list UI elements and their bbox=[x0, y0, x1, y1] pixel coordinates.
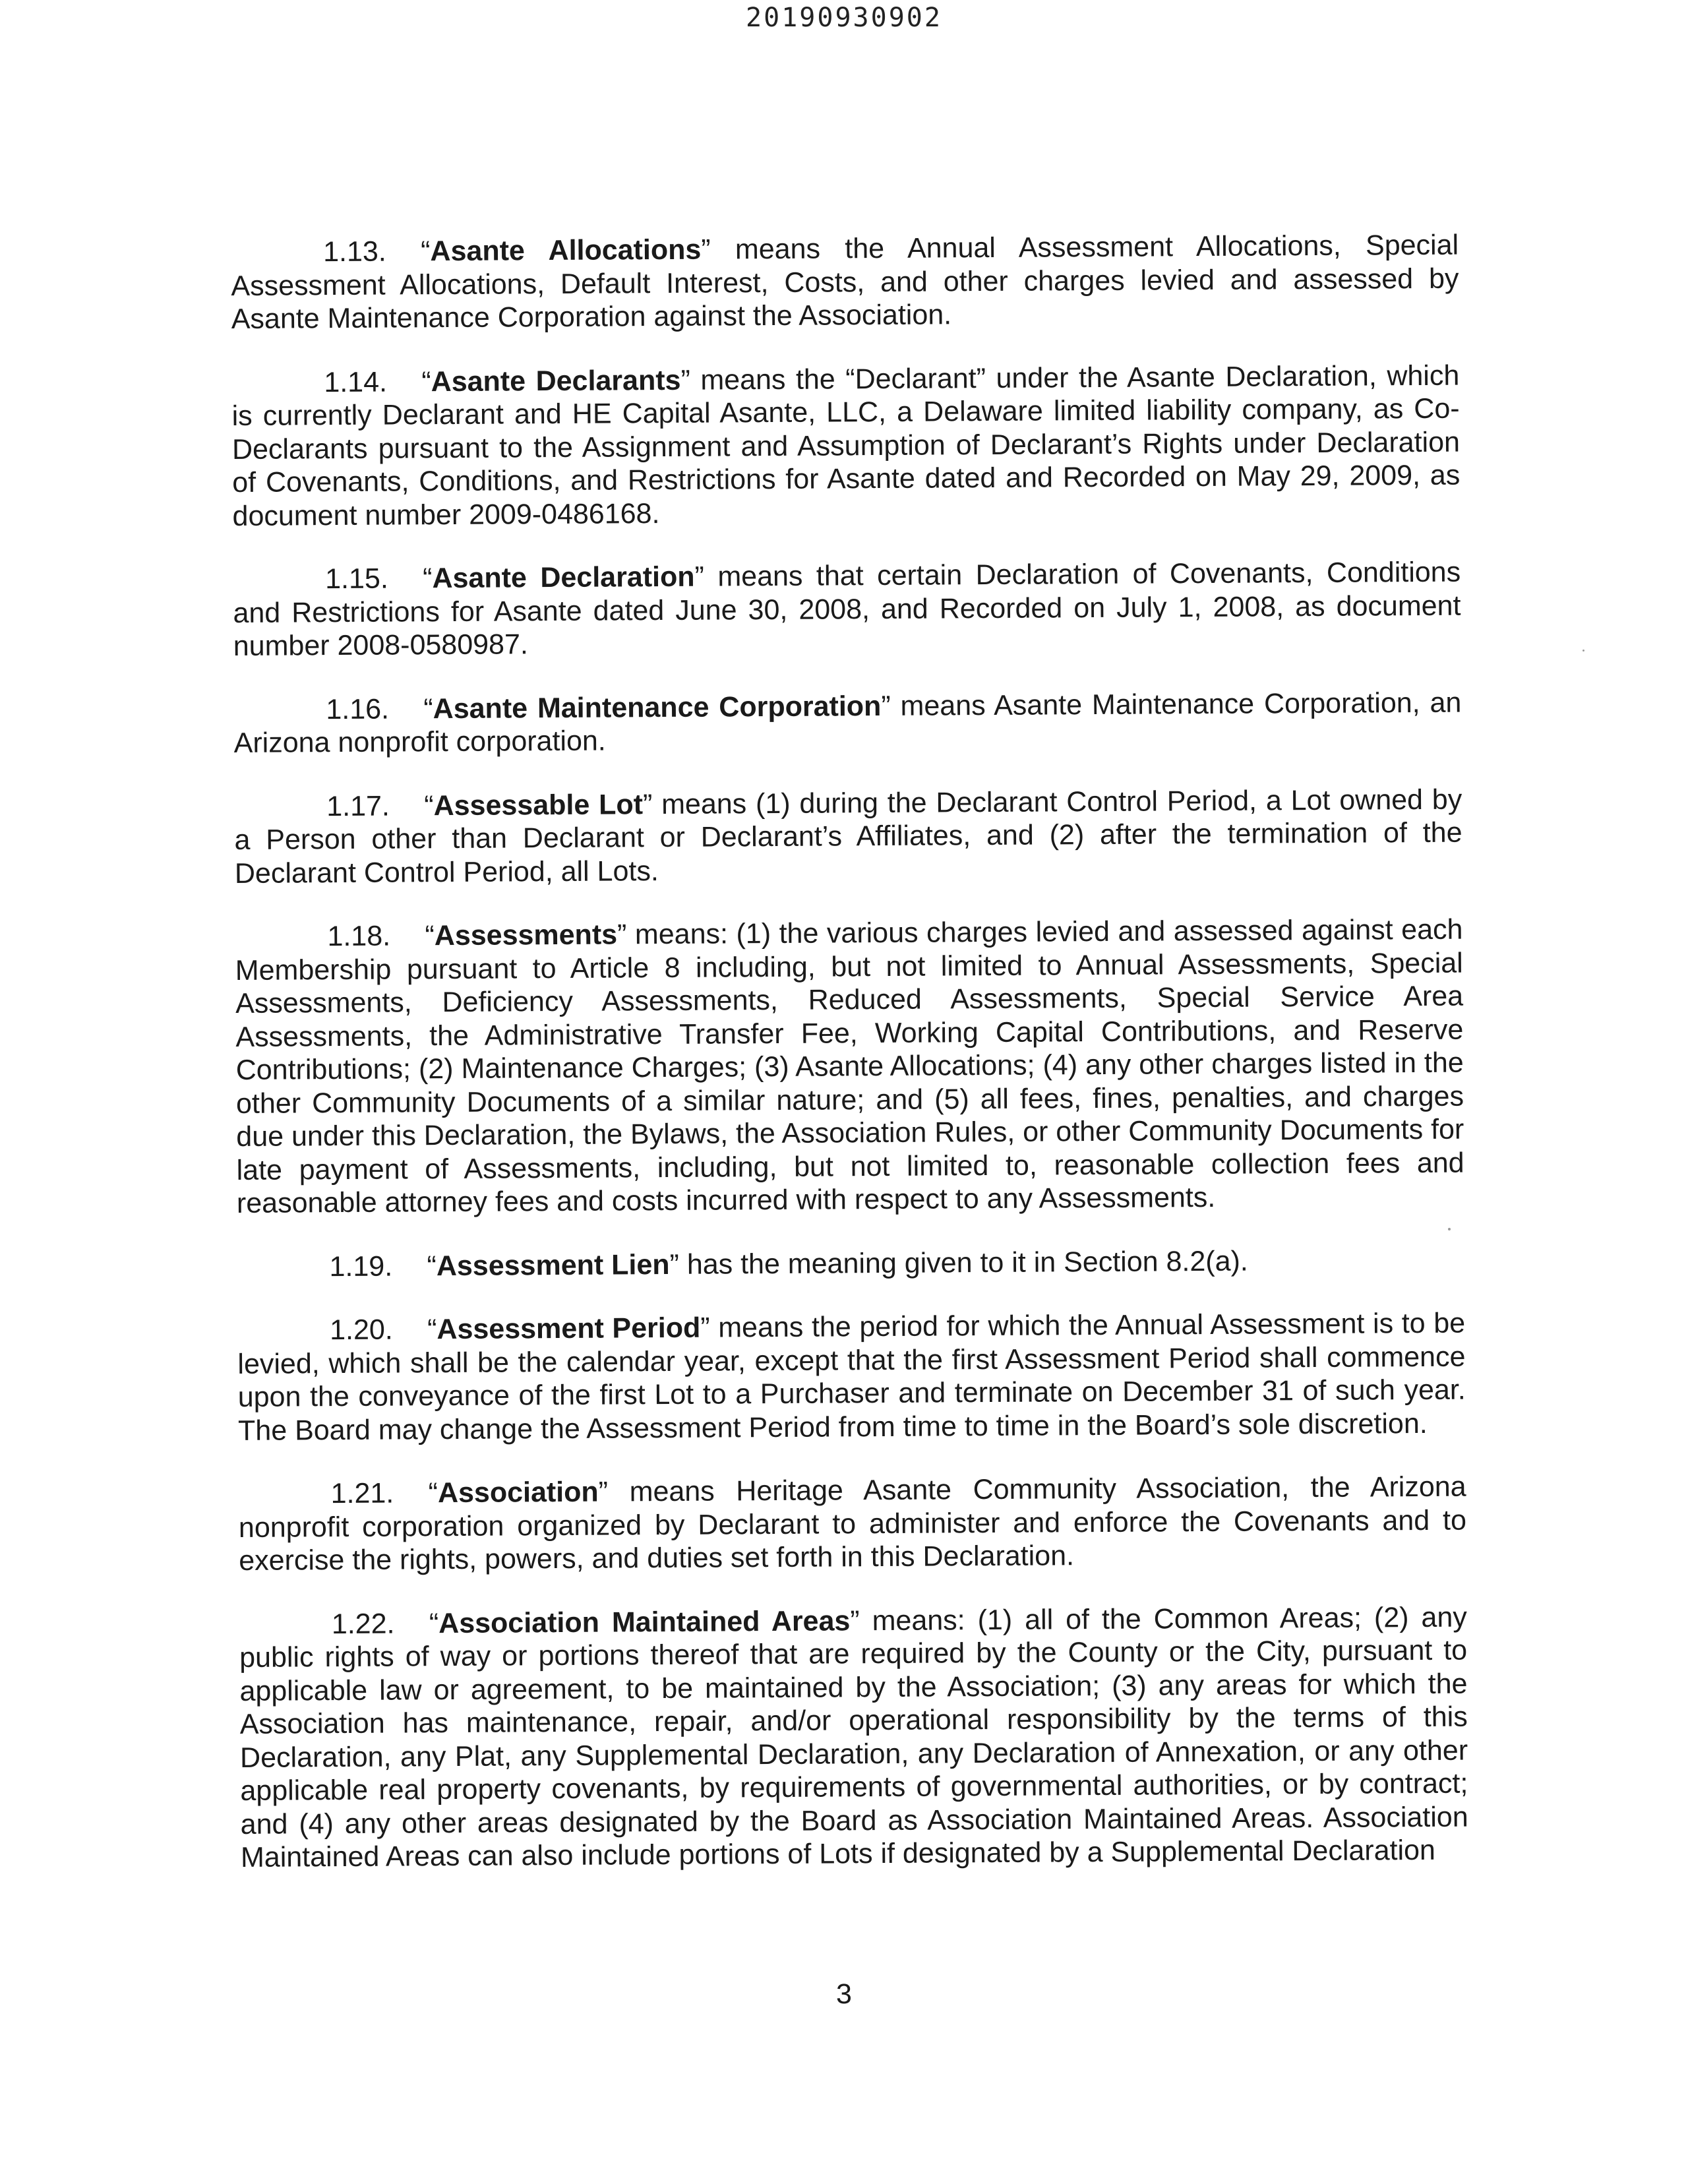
section-number: 1.21. bbox=[330, 1477, 394, 1510]
defined-term: Asante Declaration bbox=[432, 561, 695, 595]
section-number: 1.19. bbox=[329, 1250, 393, 1283]
defined-term: Asante Maintenance Corporation bbox=[433, 690, 882, 725]
definition-text: means the period for which the Annual Assessment is to be levied, which shall be the calendar year, except that the first Assessment Period shall commence upon the conveyance of the first Lot to a Purchaser and terminate on December 31 of such year. The Board may change the Assessment Period from time to time in the Board’s sole discretion. bbox=[237, 1307, 1466, 1447]
page-number: 3 bbox=[836, 1978, 852, 2010]
defined-term: Assessments bbox=[434, 919, 618, 952]
definition-text: has the meaning given to it in Section 8.2(a). bbox=[686, 1245, 1248, 1281]
defined-term: Association Maintained Areas bbox=[438, 1604, 851, 1639]
section-number: 1.20. bbox=[329, 1314, 393, 1347]
section-number: 1.22. bbox=[331, 1608, 395, 1640]
defined-term: Assessment Period bbox=[437, 1312, 701, 1346]
definition-text: means the “Declarant” under the Asante Declaration, which is currently Declarant and HE Capital Asante, LLC, a Delaware limited liability company, as Co-Declarants pursuant to the Assignment and Assumption of Declarant’s Rights under Declaration of Covenants, Conditions, and Restrictions for Asante dated and Recorded on May 29, 2009, as document number 2009-0486168. bbox=[231, 359, 1461, 532]
defined-term: Assessable Lot bbox=[433, 788, 644, 822]
section-number: 1.13. bbox=[323, 235, 386, 268]
definition-1-14: 1.14. “Asante Declarants” means the “Declarant” under the Asante Declaration, which is currently Declarant and HE Capital Asante, LLC, a Delaware limited liability company, as Co-Declarants pursuant to the Assignment and Assumption of Declarant’s Rights under Declaration of Covenants, Conditions, and Restrictions for Asante dated and Recorded on May 29, 2009, as document number 2009-0486168. bbox=[231, 359, 1461, 532]
definition-text: means Asante Maintenance Corporation, an Arizona nonprofit corporation. bbox=[233, 686, 1462, 759]
section-number: 1.18. bbox=[327, 920, 391, 953]
definition-1-18: 1.18. “Assessments” means: (1) the various charges levied and assessed against each Membership pursuant to Article 8 including, but not limited to Annual Assessments, Special Assessments, Deficiency Assessments, Reduced Assessments, Special Service Area Assessments, the Administrative Transfer Fee, Working Capital Contributions, and Reserve Contributions; (2) Maintenance Charges; (3) Asante Allocations; (4) any other charges listed in the other Community Documents of a similar nature; and (5) all fees, fines, penalties, and charges due under this Declaration, the Bylaws, the Association Rules, or other Community Documents for late payment of Assessments, including, but not limited to, reasonable collection fees and reasonable attorney fees and costs incurred with respect to any Assessments. bbox=[235, 913, 1464, 1219]
definition-1-13: 1.13. “Asante Allocations” means the Annual Assessment Allocations, Special Assessment Allocations, Default Interest, Costs, and other charges levied and assessed by Asante Maintenance Corporation against the Association. bbox=[231, 229, 1459, 335]
definition-1-17: 1.17. “Assessable Lot” means (1) during the Declarant Control Period, a Lot owned by a Person other than Declarant or Declarant’s Affiliates, and (2) after the termination of the Declarant Control Period, all Lots. bbox=[234, 783, 1462, 890]
definitions-body bbox=[231, 229, 1468, 1905]
definition-1-15: 1.15. “Asante Declaration” means that certain Declaration of Covenants, Conditions and Restrictions for Asante dated June 30, 2008, and Recorded on July 1, 2008, as document number 2008-0580987. bbox=[233, 556, 1461, 662]
section-number: 1.15. bbox=[325, 562, 388, 595]
definition-text: means: (1) all of the Common Areas; (2) any public rights of way or portions thereof that are required by the County or the City, pursuant to applicable law or agreement, to be maintained by the Association; (3) any areas for which the Association has maintenance, repair, and/or operational responsibility by the terms of this Declaration, any Plat, any Supplemental Declaration, any Declaration of Annexation, or any other applicable real property covenants, by requirements of governmental authorities, or by contract; and (4) any other areas designated by the Board as Association Maintained Areas. Association Maintained Areas can also include portions of Lots if designated by a Supplemental Declaration bbox=[239, 1601, 1468, 1873]
definition-text: means the Annual Assessment Allocations, Special Assessment Allocations, Default Interest, Costs, and other charges levied and assessed by Asante Maintenance Corporation against the Association. bbox=[231, 229, 1459, 335]
definition-text: means Heritage Asante Community Association, the Arizona nonprofit corporation organized by Declarant to administer and enforce the Covenants and to exercise the rights, powers, and duties set forth in this Declaration. bbox=[238, 1471, 1467, 1577]
defined-term: Asante Allocations bbox=[430, 233, 702, 268]
definition-1-21: 1.21. “Association” means Heritage Asante Community Association, the Arizona nonprofit corporation organized by Declarant to administer and enforce the Covenants and to exercise the rights, powers, and duties set forth in this Declaration. bbox=[238, 1471, 1467, 1577]
definition-text: means (1) during the Declarant Control Period, a Lot owned by a Person other than Declarant or Declarant’s Affiliates, and (2) after the termination of the Declarant Control Period, all Lots. bbox=[234, 783, 1462, 890]
definition-text: means: (1) the various charges levied and assessed against each Membership pursuant to Article 8 including, but not limited to Annual Assessments, Special Assessments, Deficiency Assessments, Reduced Assessments, Special Service Area Assessments, the Administrative Transfer Fee, Working Capital Contributions, and Reserve Contributions; (2) Maintenance Charges; (3) Asante Allocations; (4) any other charges listed in the other Community Documents of a similar nature; and (5) all fees, fines, penalties, and charges due under this Declaration, the Bylaws, the Association Rules, or other Community Documents for late payment of Assessments, including, but not limited to, reasonable collection fees and reasonable attorney fees and costs incurred with respect to any Assessments. bbox=[235, 913, 1464, 1219]
scan-speck bbox=[1582, 650, 1584, 652]
defined-term: Assessment Lien bbox=[436, 1248, 670, 1282]
scan-speck bbox=[1448, 1228, 1451, 1230]
section-number: 1.17. bbox=[326, 790, 390, 822]
definition-text: means that certain Declaration of Covenants, Conditions and Restrictions for Asante dated June 30, 2008, and Recorded on July 1, 2008, as document number 2008-0580987. bbox=[233, 556, 1461, 662]
recording-number: 20190930902 bbox=[746, 3, 942, 33]
definition-1-20: 1.20. “Assessment Period” means the period for which the Annual Assessment is to be levied, which shall be the calendar year, except that the first Assessment Period shall commence upon the conveyance of the first Lot to a Purchaser and terminate on December 31 of such year. The Board may change the Assessment Period from time to time in the Board’s sole discretion. bbox=[237, 1307, 1466, 1447]
definition-1-16: 1.16. “Asante Maintenance Corporation” means Asante Maintenance Corporation, an Arizona nonprofit corporation. bbox=[233, 686, 1462, 759]
defined-term: Asante Declarants bbox=[431, 364, 681, 398]
definition-1-19: 1.19. “Assessment Lien” has the meaning given to it in Section 8.2(a). bbox=[329, 1245, 1248, 1283]
section-number: 1.14. bbox=[324, 366, 388, 398]
defined-term: Association bbox=[437, 1476, 599, 1509]
definition-1-22: 1.22. “Association Maintained Areas” means: (1) all of the Common Areas; (2) any public rights of way or portions thereof that are required by the County or the City, pursuant to applicable law or agreement, to be maintained by the Association; (3) any areas for which the Association has maintenance, repair, and/or operational responsibility by the terms of this Declaration, any Plat, any Supplemental Declaration, any Declaration of Annexation, or any other applicable real property covenants, by requirements of governmental authorities, or by contract; and (4) any other areas designated by the Board as Association Maintained Areas. Association Maintained Areas can also include portions of Lots if designated by a Supplemental Declaration bbox=[239, 1601, 1468, 1873]
section-number: 1.16. bbox=[326, 693, 390, 725]
